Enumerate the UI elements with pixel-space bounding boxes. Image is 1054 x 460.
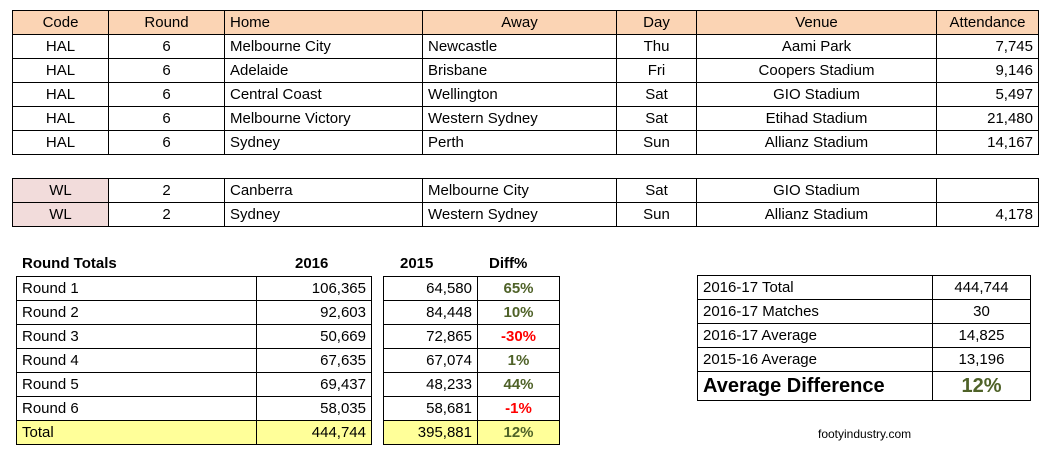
fixture-row: [13, 107, 1039, 131]
round-total-row: [384, 301, 560, 325]
header-away: Away: [423, 11, 617, 35]
round-diff: -1%: [478, 397, 560, 421]
header-code: Code: [13, 11, 109, 35]
summary-value: 30: [933, 300, 1031, 324]
round-value-2015: 67,074: [384, 349, 478, 373]
fixture-attendance: 9,146: [937, 59, 1039, 83]
round-total-row: [384, 349, 560, 373]
round-totals-header-diff: Diff%: [489, 255, 528, 272]
total-value-2016: 444,744: [257, 421, 372, 445]
fixture-round: 6: [109, 131, 225, 155]
summary-table: [697, 275, 1031, 401]
fixture-venue: Coopers Stadium: [697, 59, 937, 83]
fixture-home: Sydney: [225, 203, 423, 227]
round-name: Round 6: [17, 397, 257, 421]
round-totals-header-2015: 2015: [400, 255, 434, 272]
round-diff: 10%: [478, 301, 560, 325]
credit-text: footyindustry.com: [818, 427, 912, 441]
round-value-2016: 92,603: [257, 301, 372, 325]
fixture-round: 6: [109, 35, 225, 59]
fixture-day: Sun: [617, 131, 697, 155]
round-diff: -30%: [478, 325, 560, 349]
fixture-row: [13, 131, 1039, 155]
round-name: Round 1: [17, 277, 257, 301]
round-name: Round 5: [17, 373, 257, 397]
total-value-2015: 395,881: [384, 421, 478, 445]
fixture-home: Sydney: [225, 131, 423, 155]
fixture-row: [13, 83, 1039, 107]
fixture-row: [13, 59, 1039, 83]
round-value-2015: 72,865: [384, 325, 478, 349]
round-total-row: [17, 373, 372, 397]
fixture-attendance: [937, 179, 1039, 203]
round-totals-2016-table: [16, 276, 372, 445]
round-diff: 44%: [478, 373, 560, 397]
round-totals-label: Round Totals: [22, 255, 117, 272]
fixture-away: Western Sydney: [423, 203, 617, 227]
header-round: Round: [109, 11, 225, 35]
fixture-round: 6: [109, 83, 225, 107]
fixture-home: Canberra: [225, 179, 423, 203]
fixture-venue: Etihad Stadium: [697, 107, 937, 131]
round-value-2015: 64,580: [384, 277, 478, 301]
fixture-home: Melbourne City: [225, 35, 423, 59]
summary-label: 2016-17 Total: [698, 276, 933, 300]
fixture-venue: Allianz Stadium: [697, 131, 937, 155]
fixture-row: [13, 35, 1039, 59]
round-diff: 65%: [478, 277, 560, 301]
fixture-row: [13, 179, 1039, 203]
fixture-venue: GIO Stadium: [697, 179, 937, 203]
fixture-code: WL: [13, 179, 109, 203]
average-difference-row: [698, 372, 1031, 401]
fixture-venue: GIO Stadium: [697, 83, 937, 107]
fixture-away: Wellington: [423, 83, 617, 107]
fixture-code: HAL: [13, 35, 109, 59]
total-diff: 12%: [478, 421, 560, 445]
fixture-day: Sat: [617, 83, 697, 107]
fixture-round: 2: [109, 179, 225, 203]
fixture-venue: Allianz Stadium: [697, 203, 937, 227]
fixture-away: Melbourne City: [423, 179, 617, 203]
round-total-row: [384, 397, 560, 421]
round-value-2016: 69,437: [257, 373, 372, 397]
fixture-home: Melbourne Victory: [225, 107, 423, 131]
summary-row: [698, 324, 1031, 348]
round-value-2016: 67,635: [257, 349, 372, 373]
total-label: Total: [17, 421, 257, 445]
round-total-row: [17, 325, 372, 349]
summary-label: 2016-17 Matches: [698, 300, 933, 324]
round-totals-header-2016: 2016: [295, 255, 329, 272]
fixture-attendance: 7,745: [937, 35, 1039, 59]
round-total-row: [384, 277, 560, 301]
fixture-away: Newcastle: [423, 35, 617, 59]
summary-row: [698, 300, 1031, 324]
round-total-row: [17, 349, 372, 373]
fixture-round: 2: [109, 203, 225, 227]
fixture-round: 6: [109, 59, 225, 83]
round-name: Round 2: [17, 301, 257, 325]
summary-row: [698, 276, 1031, 300]
round-diff: 1%: [478, 349, 560, 373]
round-value-2016: 50,669: [257, 325, 372, 349]
header-home: Home: [225, 11, 423, 35]
fixture-code: HAL: [13, 107, 109, 131]
fixture-row: [13, 203, 1039, 227]
header-venue: Venue: [697, 11, 937, 35]
summary-value: 13,196: [933, 348, 1031, 372]
fixtures-header-row: [13, 11, 1039, 35]
fixture-away: Perth: [423, 131, 617, 155]
round-totals-total-row: [17, 421, 372, 445]
round-value-2016: 106,365: [257, 277, 372, 301]
summary-label: 2016-17 Average: [698, 324, 933, 348]
fixture-day: Fri: [617, 59, 697, 83]
fixture-code: HAL: [13, 131, 109, 155]
fixture-code: HAL: [13, 83, 109, 107]
fixture-day: Sat: [617, 179, 697, 203]
summary-value: 14,825: [933, 324, 1031, 348]
round-total-row: [384, 325, 560, 349]
round-totals-2015-table: [383, 276, 560, 445]
fixture-code: HAL: [13, 59, 109, 83]
round-total-row: [17, 301, 372, 325]
fixture-round: 6: [109, 107, 225, 131]
round-total-row: [17, 277, 372, 301]
fixture-away: Brisbane: [423, 59, 617, 83]
fixture-venue: Aami Park: [697, 35, 937, 59]
summary-row: [698, 348, 1031, 372]
fixture-away: Western Sydney: [423, 107, 617, 131]
round-value-2015: 48,233: [384, 373, 478, 397]
fixture-attendance: 21,480: [937, 107, 1039, 131]
round-value-2015: 58,681: [384, 397, 478, 421]
fixture-day: Sat: [617, 107, 697, 131]
fixture-attendance: 5,497: [937, 83, 1039, 107]
fixture-attendance: 4,178: [937, 203, 1039, 227]
fixtures-table: [12, 10, 1039, 155]
round-value-2016: 58,035: [257, 397, 372, 421]
round-name: Round 4: [17, 349, 257, 373]
round-value-2015: 84,448: [384, 301, 478, 325]
fixture-code: WL: [13, 203, 109, 227]
header-attendance: Attendance: [937, 11, 1039, 35]
fixture-day: Sun: [617, 203, 697, 227]
wl-fixtures-table: [12, 178, 1039, 227]
round-name: Round 3: [17, 325, 257, 349]
average-difference-label: Average Difference: [698, 372, 933, 401]
summary-value: 444,744: [933, 276, 1031, 300]
header-day: Day: [617, 11, 697, 35]
fixture-attendance: 14,167: [937, 131, 1039, 155]
round-total-row: [17, 397, 372, 421]
fixture-day: Thu: [617, 35, 697, 59]
round-total-row: [384, 373, 560, 397]
fixture-home: Central Coast: [225, 83, 423, 107]
average-difference-value: 12%: [933, 372, 1031, 401]
fixture-home: Adelaide: [225, 59, 423, 83]
round-totals-total-row: [384, 421, 560, 445]
summary-label: 2015-16 Average: [698, 348, 933, 372]
